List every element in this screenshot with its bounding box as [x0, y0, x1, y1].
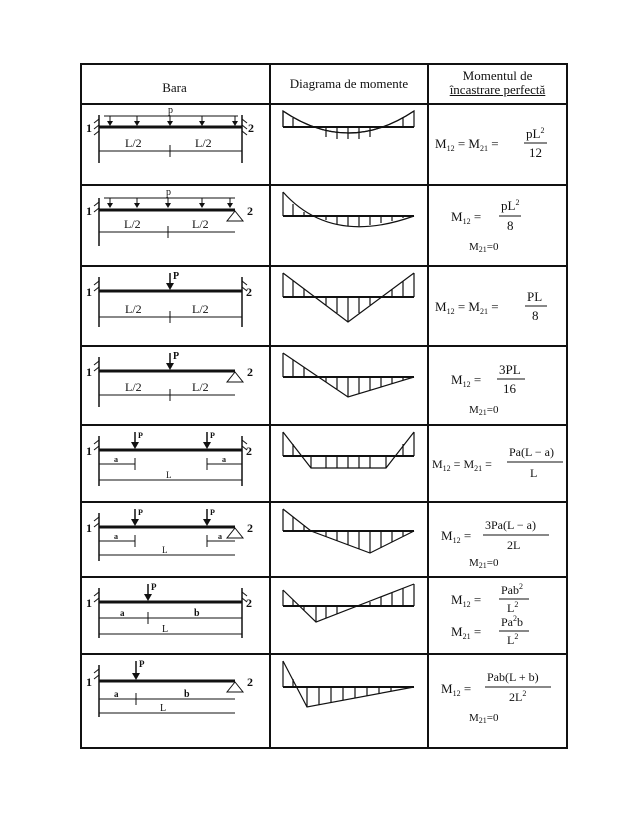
node-1-label: 1	[86, 444, 92, 458]
moment-diagram-row-3	[271, 267, 427, 345]
formula-row-2	[429, 186, 566, 265]
load-label: p	[168, 105, 173, 116]
node-1-label: 1	[86, 596, 92, 610]
svg-text:M21 =: $M_{21}$ =	[451, 624, 482, 641]
load-label-1: P	[138, 508, 143, 517]
dim-left: L/2	[125, 302, 142, 316]
load-label-1: P	[138, 431, 143, 440]
svg-text:Pa2b: Pa$^2$b	[501, 614, 523, 629]
formula-row-3	[429, 267, 566, 345]
moment-diagram-row-8	[271, 655, 427, 747]
header-moment-line1: Momentul de	[462, 68, 533, 83]
node-1-label: 1	[86, 204, 92, 218]
dim-right: L/2	[195, 136, 212, 150]
svg-text:M12 =: $M_{12}$ =	[441, 528, 472, 545]
svg-text:M21=0: M21=0	[469, 712, 499, 725]
svg-text:M21=0: M21=0	[469, 241, 499, 254]
header-bara: Bara	[162, 80, 187, 95]
svg-text:Pa(L − a): Pa(L − a)	[509, 445, 554, 459]
svg-text:L2: $L^2$	[507, 632, 519, 647]
load-label: P	[173, 271, 180, 282]
formula-row-6	[429, 503, 566, 576]
formula-cell-row-1	[429, 105, 566, 184]
table-border-top	[80, 63, 568, 65]
beam-row-5	[80, 426, 269, 501]
node-2-label: 2	[247, 204, 253, 218]
svg-text:3PL: 3PL	[499, 362, 521, 377]
header-moment	[429, 69, 566, 97]
header-moment-line2: încastrare perfectă	[449, 82, 546, 97]
load-label-2: P	[210, 431, 215, 440]
beam-row-4	[80, 347, 269, 424]
dim-left: L/2	[125, 380, 142, 394]
svg-text:M12 =: $M_{12}$ =	[451, 372, 482, 389]
beam-row-1	[80, 105, 269, 184]
table-border-right	[566, 63, 568, 749]
node-2-label: 2	[246, 444, 252, 458]
dim-left: L/2	[125, 136, 142, 150]
formula-text: $M_{12} = M_{21}$ =	[435, 136, 499, 153]
node-1-label: 1	[86, 121, 92, 135]
node-1-label: 1	[86, 521, 92, 535]
dim-span: L	[162, 545, 168, 555]
formula-row-8	[429, 655, 566, 747]
node-2-label: 2	[246, 285, 252, 299]
dim-right: L/2	[192, 217, 209, 231]
load-label: P	[173, 351, 180, 362]
node-1-label: 1	[86, 365, 92, 379]
svg-text:M12 = M21 =: $M_{12} = M_{21}$ =	[435, 299, 499, 316]
formula-row-7	[429, 578, 566, 653]
svg-text:M21=0: M21=0	[469, 557, 499, 570]
dim-b: b	[194, 608, 200, 619]
formula-row-1	[429, 105, 566, 184]
svg-text:2L: 2L	[507, 538, 521, 552]
dim-right: L/2	[192, 302, 209, 316]
dim-a-right: a	[218, 532, 222, 541]
load-label: P	[139, 659, 145, 669]
svg-text:12: 12	[529, 145, 542, 160]
svg-text:8: 8	[532, 308, 539, 323]
node-2-label: 2	[247, 365, 253, 379]
beam-row-2	[80, 186, 269, 265]
header-diagrama: Diagrama de momente	[289, 76, 409, 91]
node-2-label: 2	[247, 675, 253, 689]
svg-text:3Pa(L − a): 3Pa(L − a)	[485, 518, 536, 532]
svg-text:M21=0: M21=0	[469, 404, 499, 417]
dim-a-left: a	[114, 455, 118, 464]
svg-text:M12 =: $M_{12}$ =	[441, 681, 472, 698]
svg-text:2L2: $2L^2$	[509, 689, 527, 704]
dim-span: L	[166, 470, 172, 480]
moment-diagram-row-1	[271, 105, 427, 184]
node-1-label: 1	[86, 675, 92, 689]
formula-row-5	[429, 426, 566, 501]
load-label: P	[151, 582, 157, 592]
formula-row-4	[429, 347, 566, 424]
svg-text:16: 16	[503, 381, 516, 396]
pin-support	[227, 211, 243, 221]
beam-row-8	[80, 655, 269, 747]
load-label-2: P	[210, 508, 215, 517]
svg-text:M12 =: $M_{12}$ =	[451, 592, 482, 609]
svg-text:M12 =: $M_{12}$ =	[451, 209, 482, 226]
dim-a: a	[120, 608, 125, 618]
svg-text:M12 = M21 =: $M_{12} = M_{21}$ =	[432, 457, 492, 473]
dim-span: L	[162, 624, 169, 635]
moment-diagram-row-7	[271, 578, 427, 653]
dim-a: a	[114, 689, 119, 699]
moment-diagram-row-6	[271, 503, 427, 576]
dim-a-left: a	[114, 532, 118, 541]
node-2-label: 2	[246, 596, 252, 610]
svg-text:Pab2: Pab$^2$	[501, 582, 523, 597]
dim-b: b	[184, 689, 190, 700]
beam-row-3	[80, 267, 269, 345]
node-2-label: 2	[248, 121, 254, 135]
svg-text:8: 8	[507, 218, 514, 233]
node-2-label: 2	[247, 521, 253, 535]
fixed-end-moments-table	[80, 63, 568, 749]
node-1-label: 1	[86, 285, 92, 299]
dim-left: L/2	[124, 217, 141, 231]
svg-text:pL2: $pL^2$	[501, 198, 520, 213]
dim-span: L	[160, 703, 167, 714]
dim-a-right: a	[222, 455, 226, 464]
moment-diagram-row-4	[271, 347, 427, 424]
svg-text:PL: PL	[527, 289, 543, 304]
table-border-bottom	[80, 747, 568, 749]
moment-diagram-row-5	[271, 426, 427, 501]
svg-text:L: L	[530, 466, 538, 480]
dim-right: L/2	[192, 380, 209, 394]
load-label: p	[166, 187, 171, 198]
beam-row-7	[80, 578, 269, 653]
svg-text:pL2: $pL^2$	[526, 126, 545, 141]
moment-diagram-row-2	[271, 186, 427, 265]
svg-text:Pab(L + b): Pab(L + b)	[487, 670, 539, 684]
beam-row-6	[80, 503, 269, 576]
svg-text:L2: $L^2$	[507, 600, 519, 615]
